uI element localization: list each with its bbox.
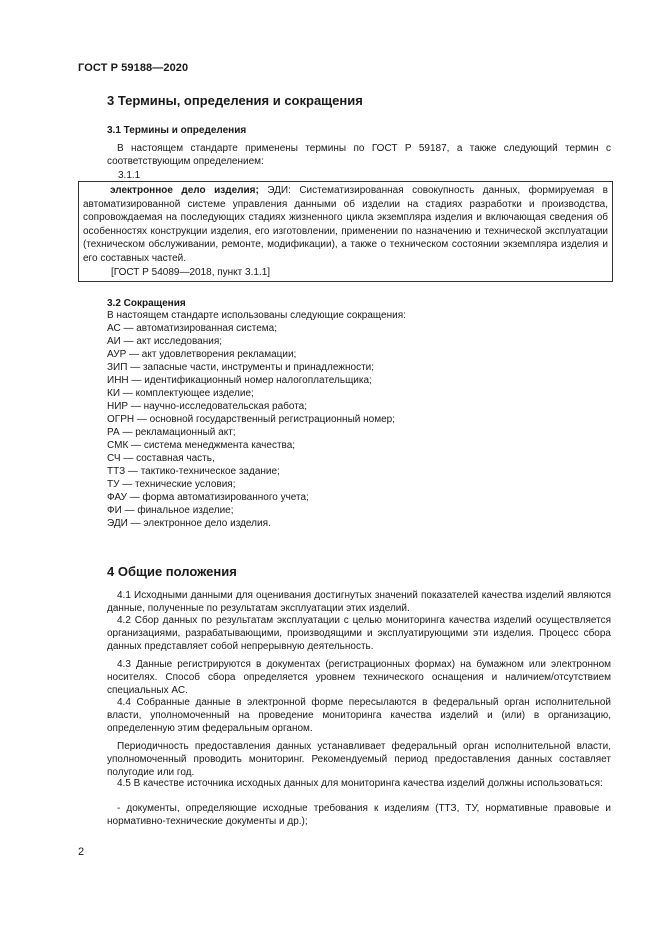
list-item: СМК — система менеджмента качества;	[107, 440, 296, 451]
paragraph-4-4-periodicity: Периодичность предоставления данных устанавливает федеральный орган исполнительной власти, уполномоченный проводить мониторинг. Рекомендуемый период предоставления данных составляет полугодие или год.	[107, 741, 611, 778]
section-3-title: 3 Термины, определения и сокращения	[107, 93, 363, 108]
list-item: ФИ — финальное изделие;	[107, 505, 234, 516]
list-item: ЗИП — запасные части, инструменты и принадлежности;	[107, 362, 375, 373]
paragraph-4-3: 4.3 Данные регистрируются в документах (регистрационных формах) на бумажном или электронном носителях. Способ сбора определяется уровнем технического оснащения и наличием/отсутствием специальных АС.	[107, 659, 611, 696]
abbreviation-list	[107, 322, 395, 530]
subsection-3-1-title: 3.1 Термины и определения	[107, 125, 247, 136]
term-source: [ГОСТ Р 54089—2018, пункт 3.1.1]	[111, 267, 271, 278]
paragraph-4-2: 4.2 Сбор данных по результатам эксплуатации с целью мониторинга качества изделий осуществляется организациями, разрабатывающими, производящими и эксплуатирующими эти изделия. Процесс сбора данных представляет собой непрерывную деятельность.	[107, 615, 611, 652]
list-item: КИ — комплектующее изделие;	[107, 388, 254, 399]
list-item: ЭДИ — электронное дело изделия.	[107, 518, 271, 529]
subsection-3-1-intro: В настоящем стандарте применены термины по ГОСТ Р 59187, а также следующий термин с соответствующим определением:	[107, 143, 611, 167]
paragraph-4-1: 4.1 Исходными данными для оценивания достигнутых значений показателей качества изделий являются данные, полученные по результатам эксплуатации этих изделий.	[107, 590, 611, 614]
subsection-3-2-intro: В настоящем стандарте использованы следующие сокращения:	[107, 310, 406, 321]
page-number: 2	[78, 846, 85, 858]
paragraph-4-5: 4.5 В качестве источника исходных данных для мониторинга качества изделий должны использоваться:	[117, 778, 603, 789]
term-definition-box	[78, 181, 613, 282]
section-4-title: 4 Общие положения	[107, 564, 237, 579]
list-item: СЧ — составная часть,	[107, 453, 215, 464]
list-item: ОГРН — основной государственный регистрационный номер;	[107, 414, 395, 425]
list-item: АИ — акт исследования;	[107, 336, 223, 347]
term-definition: ЭДИ: Систематизированная совокупность данных, формируемая в автоматизированной системе управления данными об изделии на стадиях разработки и производства, сопровождаемая на последующих стадиях жизненного цикла экземпляра изделия и включающая сведения об особенностях конструкции изделия, его изготовлении, применении по назначению и технической эксплуатации (техническом обслуживании, ремонте, модификации), а также о техническом состоянии экземпляра изделия и его составных частей.	[83, 185, 608, 264]
standard-header: ГОСТ Р 59188—2020	[78, 62, 189, 74]
paragraph-4-4: 4.4 Собранные данные в электронной форме пересылаются в федеральный орган исполнительной власти, уполномоченный на проведение мониторинга качества изделий и (или) в организацию, определенную этим федеральным органом.	[107, 697, 611, 734]
term-name: электронное дело изделия;	[110, 185, 259, 196]
paragraph-4-5-item-1: - документы, определяющие исходные требования к изделиям (ТТЗ, ТУ, нормативные правовые и нормативно-технические документы и др.);	[107, 803, 611, 827]
term-definition-text	[83, 184, 608, 266]
list-item: АС — автоматизированная система;	[107, 323, 277, 334]
term-number: 3.1.1	[118, 170, 141, 181]
list-item: ИНН — идентификационный номер налогоплательщика;	[107, 375, 372, 386]
list-item: РА — рекламационный акт;	[107, 427, 236, 438]
list-item: ТУ — технические условия;	[107, 479, 236, 490]
list-item: ФАУ — форма автоматизированного учета;	[107, 492, 309, 503]
list-item: НИР — научно-исследовательская работа;	[107, 401, 308, 412]
subsection-3-2-title: 3.2 Сокращения	[107, 298, 186, 309]
list-item: ТТЗ — тактико-техническое задание;	[107, 466, 280, 477]
list-item: АУР — акт удовлетворения рекламации;	[107, 349, 297, 360]
